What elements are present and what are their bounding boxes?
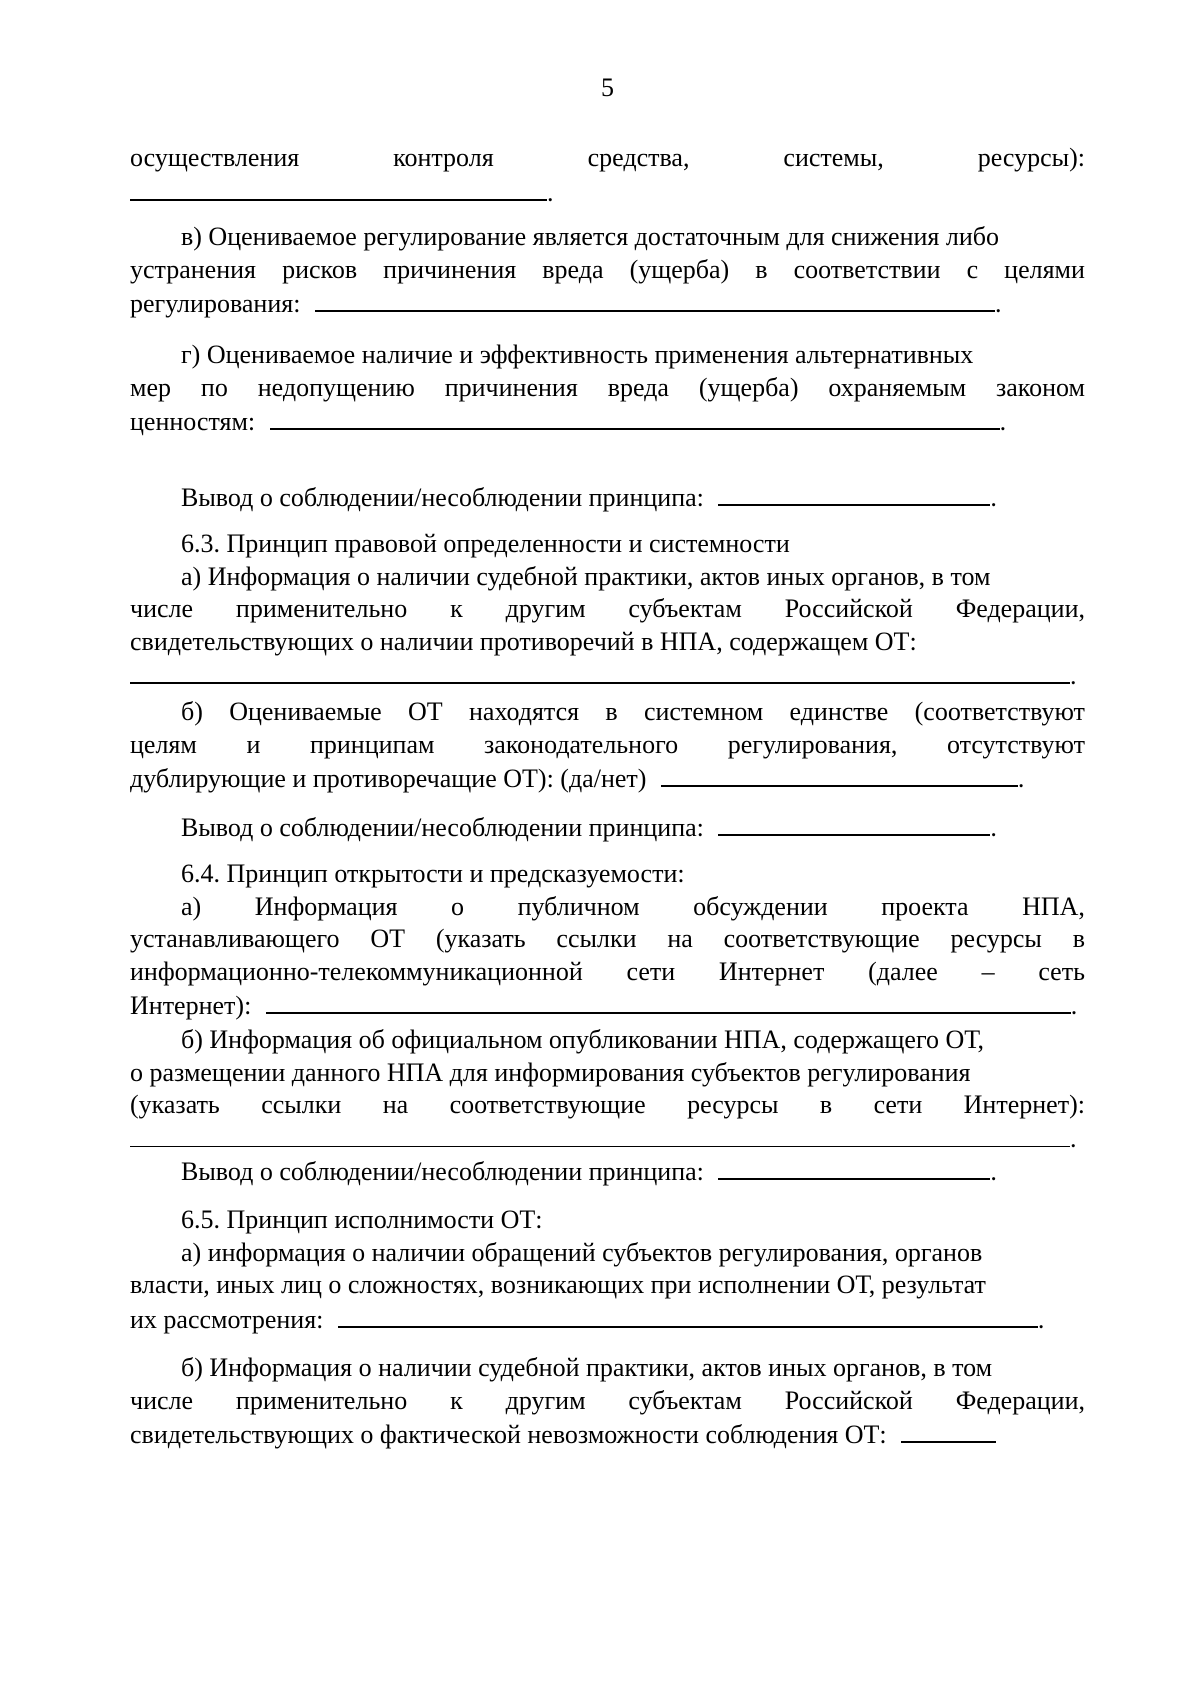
- word: устранения: [130, 254, 257, 284]
- justified-line: [130, 593, 1085, 626]
- paragraph-line: власти, иных лиц о сложностях, возникающих при исполнении ОТ, результат: [130, 1270, 986, 1299]
- word: по: [200, 372, 228, 402]
- blank-line: [901, 1417, 996, 1443]
- word: ссылки: [556, 924, 637, 953]
- word: информационно-телекоммуникационной: [130, 956, 583, 986]
- document-page: [130, 0, 1085, 1698]
- word: на: [382, 1090, 409, 1119]
- word: соответствии: [793, 254, 941, 284]
- justified-line: [130, 696, 1085, 729]
- word: другим: [505, 1385, 586, 1415]
- word: (ущерба): [698, 372, 799, 402]
- block-continuation: осуществления контроля средства, системы, ресурсы): .: [130, 143, 1085, 207]
- word: осуществления: [130, 143, 300, 172]
- word: ОТ: [408, 697, 443, 726]
- word: соответствующие: [449, 1090, 646, 1119]
- word: с: [966, 254, 979, 284]
- word: Российской: [784, 1385, 913, 1415]
- word: системном: [643, 697, 764, 726]
- word: контроля: [393, 143, 494, 172]
- block-g: г) Оцениваемое наличие и эффективность применения альтернативных мер по недопущению причинения вреда (ущерба) охраняемым законом ценностям: .: [130, 340, 1085, 436]
- justified-line: [130, 956, 1085, 989]
- word: Федерации,: [955, 1385, 1085, 1415]
- word: ссылки: [261, 1090, 342, 1119]
- section-heading: 6.5. Принцип исполнимости ОТ:: [181, 1205, 543, 1234]
- word: –: [981, 956, 995, 986]
- word: ресурсы: [950, 924, 1042, 953]
- word: применительно: [235, 1385, 408, 1415]
- paragraph-line: а) информация о наличии обращений субъектов регулирования, органов: [181, 1237, 983, 1267]
- blank-line: [130, 658, 1070, 684]
- field-label: их рассмотрения:: [130, 1304, 324, 1334]
- word: Информация: [254, 891, 398, 921]
- blank-line: [338, 1302, 1038, 1328]
- word: системы,: [783, 143, 884, 172]
- word: публичном: [517, 891, 640, 921]
- section-6-4: 6.4. Принцип открытости и предсказуемости: а) Информация о публичном обсуждении проекта НПА, устанавливающего ОТ (указать ссылки на соответствующие ресурсы в информационно-телекоммуникационной сети Интернет (далее – сеть Интернет): .: [130, 859, 1085, 1020]
- word: регулирования,: [727, 729, 898, 759]
- word: к: [450, 1385, 463, 1415]
- word: Оцениваемые: [229, 697, 382, 726]
- section-6-3: 6.3. Принцип правовой определенности и системности а) Информация о наличии судебной практики, актов иных органов, в том числе применительно к другим субъектам Российской Федерации, свидетельствующих о наличии противоречий в НПА, содержащем ОТ: .: [130, 529, 1085, 690]
- word: числе: [130, 594, 194, 623]
- word: рисков: [282, 254, 358, 284]
- paragraph-line: а) Информация о наличии судебной практики, актов иных органов, в том: [181, 561, 991, 591]
- word: ресурсы: [687, 1090, 779, 1119]
- word: (указать: [435, 924, 526, 953]
- paragraph-line: б) Информация о наличии судебной практики, актов иных органов, в том: [181, 1353, 993, 1382]
- word: обсуждении: [693, 891, 828, 921]
- section-heading: 6.3. Принцип правовой определенности и системности: [181, 529, 790, 558]
- section-6-5-b: [130, 1352, 1085, 1450]
- word: сеть: [1038, 956, 1085, 986]
- field-label: регулирования:: [130, 289, 301, 318]
- word: к: [450, 594, 463, 623]
- word: и: [246, 729, 261, 759]
- field-label: Интернет):: [130, 991, 252, 1020]
- word: Интернет):: [963, 1090, 1085, 1119]
- word: причинения: [444, 372, 578, 402]
- blank-line: [315, 286, 995, 312]
- field-label: свидетельствующих о фактической невозможности соблюдения ОТ:: [130, 1420, 887, 1449]
- paragraph-line: о размещении данного НПА для информирования субъектов регулирования: [130, 1057, 971, 1087]
- blank-line: [661, 761, 1018, 787]
- justified-line: [130, 254, 1085, 287]
- word: в: [1072, 924, 1085, 953]
- word: соответствующие: [723, 924, 920, 953]
- word: Российской: [784, 594, 913, 623]
- blank-line: [718, 810, 990, 836]
- blank-line: [270, 404, 1000, 430]
- word: (указать: [130, 1090, 220, 1119]
- blank-line: [718, 480, 990, 506]
- word: устанавливающего: [130, 924, 340, 953]
- word: ресурсы):: [977, 143, 1085, 172]
- blank-line: [266, 988, 1071, 1014]
- word: в: [755, 254, 768, 284]
- blank-line: [130, 1122, 1070, 1147]
- paragraph-line: б) Информация об официальном опубликовании НПА, содержащего ОТ,: [181, 1025, 985, 1054]
- paragraph-line: свидетельствующих о наличии противоречий в НПА, содержащем ОТ:: [130, 626, 917, 656]
- paragraph-line: г) Оцениваемое наличие и эффективность применения альтернативных: [181, 340, 974, 369]
- word: в: [819, 1090, 833, 1119]
- word: принципам: [309, 729, 435, 759]
- word: (соответствуют: [914, 697, 1085, 726]
- word: Интернет: [718, 956, 825, 986]
- word: законодательного: [484, 729, 679, 759]
- justified-line: [130, 1089, 1085, 1122]
- word: целями: [1004, 254, 1085, 284]
- word: законом: [996, 372, 1085, 402]
- word: субъектам: [628, 1385, 742, 1415]
- conclusion-2: Вывод о соблюдении/несоблюдении принципа: .: [130, 810, 1085, 843]
- word: единстве: [789, 697, 889, 726]
- word: о: [451, 891, 465, 921]
- word: недопущению: [257, 372, 415, 402]
- word: (ущерба): [629, 254, 730, 284]
- word: мер: [130, 372, 171, 402]
- page-number: 5: [601, 73, 614, 102]
- word: вреда: [542, 254, 604, 284]
- word: сети: [626, 956, 676, 986]
- conclusion-1: Вывод о соблюдении/несоблюдении принципа: .: [130, 480, 1085, 513]
- conclusion-label: Вывод о соблюдении/несоблюдении принципа:: [181, 813, 704, 842]
- block-v: в) Оцениваемое регулирование является достаточным для снижения либо устранения рисков причинения вреда (ущерба) в соответствии с целями регулирования: .: [130, 222, 1085, 318]
- word: причинения: [383, 254, 517, 284]
- word: охраняемым: [828, 372, 967, 402]
- conclusion-label: Вывод о соблюдении/несоблюдении принципа:: [181, 483, 704, 512]
- word: находятся: [469, 697, 580, 726]
- field-label: дублирующие и противоречащие ОТ): (да/нет): [130, 764, 647, 793]
- word: целям: [130, 729, 197, 759]
- word: другим: [505, 594, 586, 623]
- word: б): [181, 697, 203, 726]
- word: отсутствуют: [947, 729, 1085, 759]
- word: вреда: [607, 372, 669, 402]
- justified-line: [130, 372, 1085, 405]
- word: на: [667, 924, 693, 953]
- word: (далее: [868, 956, 938, 986]
- paragraph-line: в) Оцениваемое регулирование является достаточным для снижения либо: [181, 222, 999, 251]
- conclusion-3: Вывод о соблюдении/несоблюдении принципа: .: [130, 1154, 1085, 1187]
- section-6-5: 6.5. Принцип исполнимости ОТ: а) информация о наличии обращений субъектов регулирования, органов власти, иных лиц о сложностях, возникающих при исполнении ОТ, результат их рассмотрения: .: [130, 1204, 1085, 1334]
- justified-line: [130, 891, 1085, 924]
- word: применительно: [235, 594, 408, 623]
- word: а): [181, 891, 202, 921]
- word: средства,: [587, 143, 690, 172]
- justified-line: [130, 1385, 1085, 1418]
- section-6-4-b: б) Информация об официальном опубликовании НПА, содержащего ОТ, о размещении данного НПА для информирования субъектов регулирования (указать ссылки на соответствующие ресурсы в сети Интернет): .: [130, 1025, 1085, 1153]
- justified-line: [130, 923, 1085, 956]
- word: ОТ: [370, 924, 405, 953]
- word: в: [605, 697, 618, 726]
- section-heading: 6.4. Принцип открытости и предсказуемости:: [181, 859, 685, 888]
- justified-line: [130, 142, 1085, 175]
- word: проекта: [881, 891, 969, 921]
- field-label: ценностям:: [130, 407, 256, 436]
- blank-line: [718, 1154, 990, 1180]
- word: НПА,: [1022, 891, 1085, 921]
- word: числе: [130, 1385, 194, 1415]
- word: Федерации,: [955, 594, 1085, 623]
- blank-line: [130, 175, 547, 201]
- conclusion-label: Вывод о соблюдении/несоблюдении принципа:: [181, 1157, 704, 1186]
- word: субъектам: [628, 594, 742, 623]
- word: сети: [873, 1090, 923, 1119]
- section-6-3-b: б) Оцениваемые ОТ находятся в системном единстве (соответствуют целям и принципам законодательного регулирования, отсутствуют дублирующие и противоречащие ОТ): (да/нет) .: [130, 697, 1085, 793]
- justified-line: [130, 729, 1085, 762]
